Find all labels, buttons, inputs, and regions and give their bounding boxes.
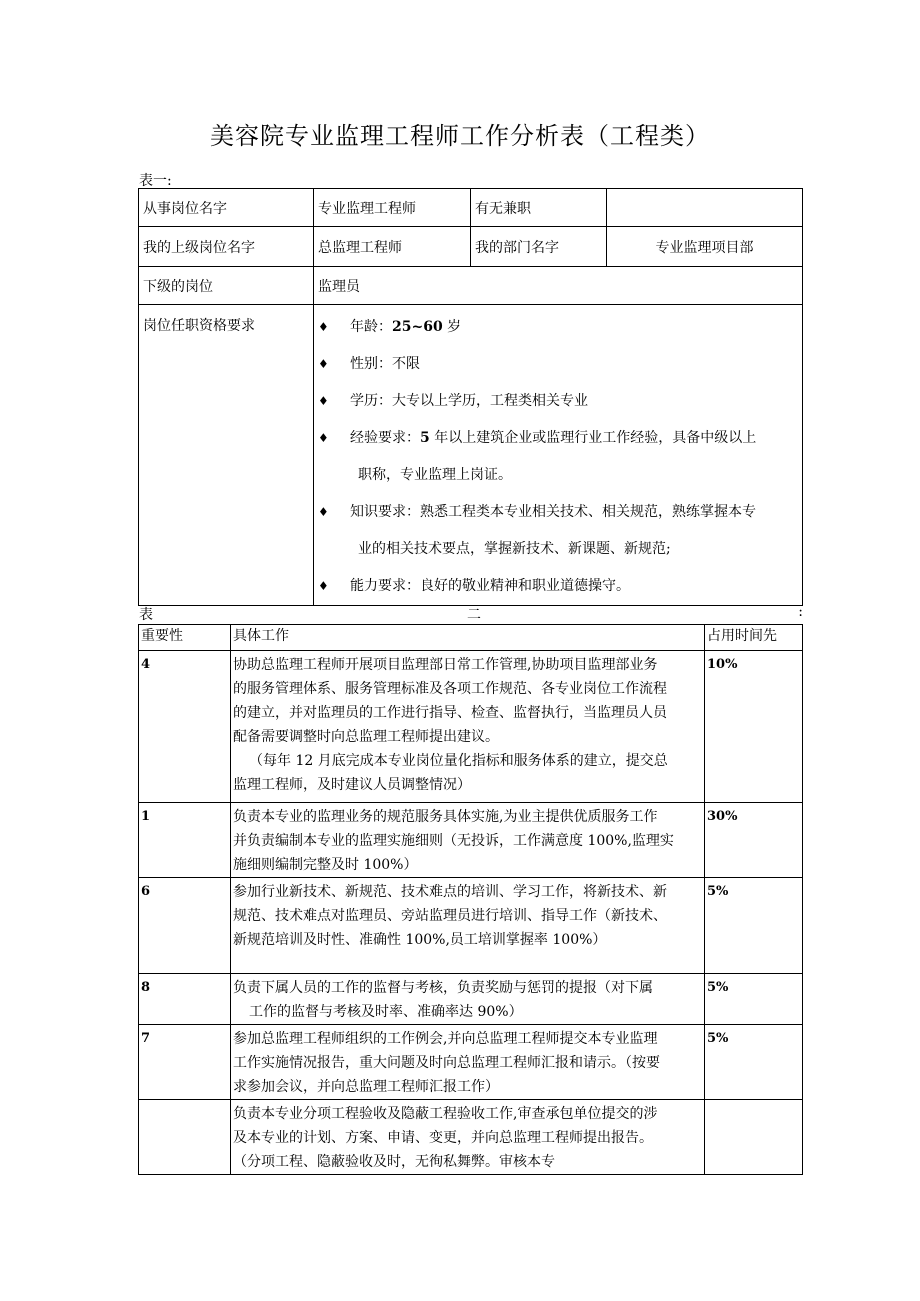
subordinate-label: 下级的岗位	[139, 267, 314, 305]
work-cell: 参加行业新技术、新规范、技术难点的培训、学习工作，将新技术、新 规范、技术难点对监理员、旁站监理员进行培训、指导工作（新技术、 新规范培训及时性、准确性 100%,员工培训掌握率 100%）	[231, 878, 705, 974]
importance-cell	[139, 1100, 231, 1175]
table-row	[139, 878, 803, 974]
position-value: 专业监理工程师	[314, 189, 471, 227]
diamond-bullet-icon: ♦	[318, 357, 329, 371]
diamond-bullet-icon: ♦	[318, 431, 329, 445]
time-cell: 30%	[705, 803, 803, 878]
importance-cell: 7	[139, 1025, 231, 1100]
table-row	[139, 651, 803, 803]
parttime-label: 有无兼职	[471, 189, 607, 227]
diamond-bullet-icon: ♦	[318, 579, 329, 593]
work-cell: 参加总监理工程师组织的工作例会,并向总监理工程师提交本专业监理 工作实施情况报告，重大问题及时向总监理工程师汇报和请示。（按要 求参加会议，并向总监理工程师汇报工作）	[231, 1025, 705, 1100]
table-row	[139, 1100, 803, 1175]
parttime-value	[607, 189, 803, 227]
superior-value: 总监理工程师	[314, 227, 471, 267]
time-cell: 5%	[705, 1025, 803, 1100]
qualification-label: 岗位任职资格要求	[139, 305, 314, 606]
list-item: ♦ 年龄：25~60 岁	[318, 309, 802, 346]
job-info-row	[139, 227, 803, 267]
superior-label: 我的上级岗位名字	[139, 227, 314, 267]
diamond-bullet-icon: ♦	[318, 505, 329, 519]
table2-caption: 表 二 :	[139, 604, 803, 623]
list-item: ♦ 能力要求：良好的敬业精神和职业道德操守。	[318, 568, 802, 605]
diamond-bullet-icon: ♦	[318, 394, 329, 408]
time-cell	[705, 1100, 803, 1175]
list-item: ♦ 学历：大专以上学历，工程类相关专业	[318, 383, 802, 420]
importance-cell: 4	[139, 651, 231, 803]
job-info-row	[139, 305, 803, 606]
work-cell: 协助总监理工程师开展项目监理部日常工作管理,协助项目监理部业务 的服务管理体系、服务管理标准及各项工作规范、各专业岗位工作流程 的建立，并对监理员的工作进行指导、检查、监督执行，当监理员人员 配备需要调整时向总监理工程师提出建议。 （每年 12 月底完成本专业岗位量化指标和服务体系的建立，提交总 监理工程师，及时建议人员调整情况）	[231, 651, 705, 803]
work-analysis-table	[138, 624, 803, 1175]
job-info-row	[139, 189, 803, 227]
importance-cell: 6	[139, 878, 231, 974]
time-cell: 10%	[705, 651, 803, 803]
qualification-list	[318, 309, 802, 605]
department-label: 我的部门名字	[471, 227, 607, 267]
diamond-bullet-icon: ♦	[318, 320, 329, 334]
table-row	[139, 1025, 803, 1100]
importance-cell: 8	[139, 974, 231, 1025]
importance-header: 重要性	[139, 625, 231, 651]
department-value: 专业监理项目部	[607, 227, 803, 267]
time-header: 占用时间先	[705, 625, 803, 651]
page-title: 美容院专业监理工程师工作分析表（工程类）	[210, 122, 710, 150]
work-header: 具体工作	[231, 625, 705, 651]
list-item: ♦ 性别：不限	[318, 346, 802, 383]
position-label: 从事岗位名字	[139, 189, 314, 227]
time-cell: 5%	[705, 974, 803, 1025]
time-cell: 5%	[705, 878, 803, 974]
list-item: ♦ 经验要求：5 年以上建筑企业或监理行业工作经验，具备中级以上 职称，专业监理上岗证。	[318, 420, 802, 494]
subordinate-value: 监理员	[314, 267, 803, 305]
importance-cell: 1	[139, 803, 231, 878]
table1-caption: 表一:	[139, 173, 172, 189]
job-info-table	[138, 188, 803, 606]
work-cell: 负责本专业的监理业务的规范服务具体实施,为业主提供优质服务工作 并负责编制本专业的监理实施细则（无投诉，工作满意度 100%,监理实 施细则编制完整及时 100%）	[231, 803, 705, 878]
job-info-row	[139, 267, 803, 305]
table-row	[139, 803, 803, 878]
table-row	[139, 974, 803, 1025]
table-header-row	[139, 625, 803, 651]
qualification-list-cell	[314, 305, 803, 606]
work-cell: 负责下属人员的工作的监督与考核，负责奖励与惩罚的提报（对下属 工作的监督与考核及时率、准确率达 90%）	[231, 974, 705, 1025]
list-item: ♦ 知识要求：熟悉工程类本专业相关技术、相关规范，熟练掌握本专 业的相关技术要点，掌握新技术、新课题、新规范;	[318, 494, 802, 568]
work-cell: 负责本专业分项工程验收及隐蔽工程验收工作,审查承包单位提交的涉 及本专业的计划、方案、申请、变更，并向总监理工程师提出报告。 （分项工程、隐蔽验收及时，无徇私舞弊。审核本专	[231, 1100, 705, 1175]
